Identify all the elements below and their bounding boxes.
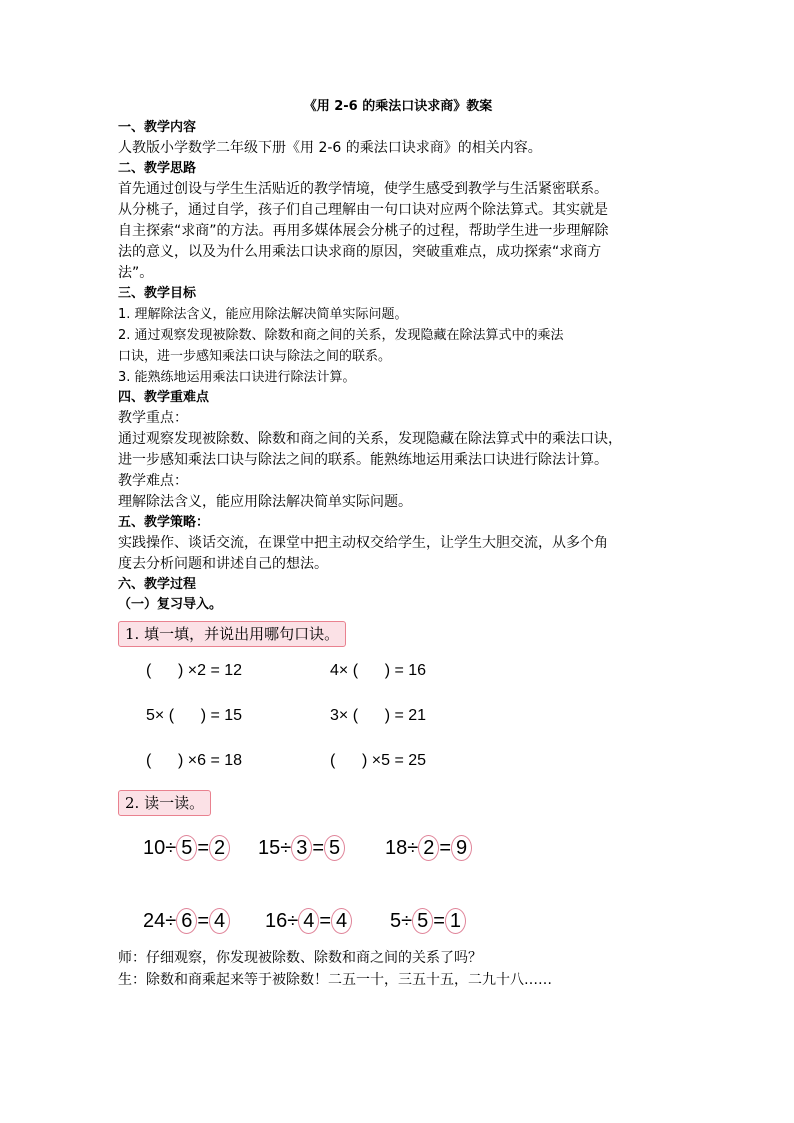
dividend: 15 [258,837,281,859]
equation: ( ) ×6 = 18 [146,752,243,769]
goal-line: 1. 理解除法含义，能应用除法解决简单实际问题。 [118,307,408,322]
dividend: 24 [143,910,166,932]
divide-sign: ÷ [287,910,299,932]
section-heading-strategy: 五、教学策略： [118,515,210,530]
key-points-line: 进一步感知乘法口诀与除法之间的联系。能熟练地运用乘法口诀进行除法计算。 [118,452,608,468]
dividend: 5 [390,910,402,932]
quotient: 1 [445,908,466,934]
difficulty-label: 教学难点： [118,473,188,489]
equation: 3× ( ) = 21 [330,707,427,724]
section-heading-goals: 三、教学目标 [118,286,197,301]
quotient: 5 [324,835,345,861]
division-equation [385,835,472,861]
difficulty-text: 理解除法含义，能应用除法解决简单实际问题。 [118,494,412,510]
equation: 4× ( ) = 16 [330,662,427,679]
divisor: 6 [176,908,197,934]
divisor: 5 [176,835,197,861]
equals-sign: = [439,837,452,859]
equals-sign: = [433,910,445,932]
dividend: 16 [265,910,288,932]
division-equation [265,908,352,934]
task1-box [118,621,346,647]
equals-sign: = [319,910,332,932]
division-equation [143,908,230,934]
approach-line: 法的意义，以及为什么用乘法口诀求商的原因，突破重难点，成功探索“求商方 [118,244,602,260]
section-heading-content: 一、教学内容 [118,120,197,135]
task2-box [118,790,211,816]
section-heading-process: 六、教学过程 [118,577,197,592]
equals-sign: = [312,837,325,859]
divide-sign: ÷ [165,910,177,932]
document-body [118,96,678,615]
division-equation [143,835,230,861]
key-points-label: 教学重点： [118,410,188,426]
approach-line: 法”。 [118,265,154,281]
quotient: 2 [209,835,230,861]
dividend: 18 [385,837,408,859]
strategy-line: 度去分析问题和讲述自己的想法。 [118,556,328,572]
equals-sign: = [197,837,210,859]
content-text: 人教版小学数学二年级下册《用 2-6 的乘法口诀求商》的相关内容。 [118,140,542,156]
teacher-question: 师：仔细观察，你发现被除数、除数和商之间的关系了吗？ [118,950,482,966]
page-title: 《用 2-6 的乘法口诀求商》教案 [303,99,493,114]
quotient: 4 [331,908,352,934]
divisor: 5 [412,908,433,934]
divisor: 2 [418,835,439,861]
goal-line: 口诀，进一步感知乘法口诀与除法之间的联系。 [118,349,392,364]
divide-sign: ÷ [165,837,177,859]
strategy-line: 实践操作、谈话交流，在课堂中把主动权交给学生，让学生大胆交流，从多个角 [118,535,608,551]
approach-line: 自主探索“求商”的方法。再用多媒体展会分桃子的过程，帮助学生进一步理解除 [118,223,609,239]
student-answer: 生：除数和商乘起来等于被除数！二五一十，三五十五，二九十八…… [118,972,552,988]
task1-label: 1. 填一填，并说出用哪句口诀。 [118,621,346,647]
quotient: 9 [451,835,472,861]
task2-label: 2. 读一读。 [118,790,211,816]
division-equation [390,908,466,934]
divisor: 3 [291,835,312,861]
approach-line: 从分桃子，通过自学，孩子们自己理解由一句口诀对应两个除法算式。其实就是 [118,202,608,218]
subsection-review: （一）复习导入。 [118,597,223,612]
approach-line: 首先通过创设与学生生活贴近的教学情境，使学生感受到教学与生活紧密联系。 [118,181,608,197]
equation: ( ) ×2 = 12 [146,662,243,679]
section-heading-approach: 二、教学思路 [118,161,197,176]
goal-line: 2. 通过观察发现被除数、除数和商之间的关系，发现隐藏在除法算式中的乘法 [118,328,564,343]
divide-sign: ÷ [407,837,419,859]
equals-sign: = [197,910,210,932]
equation: ( ) ×5 = 25 [330,752,427,769]
goal-line: 3. 能熟练地运用乘法口诀进行除法计算。 [118,370,356,385]
equation: 5× ( ) = 15 [146,707,243,724]
divide-sign: ÷ [280,837,292,859]
section-heading-key-points: 四、教学重难点 [118,390,210,405]
divisor: 4 [298,908,319,934]
key-points-line: 通过观察发现被除数、除数和商之间的关系，发现隐藏在除法算式中的乘法口诀， [118,431,622,447]
dividend: 10 [143,837,166,859]
quotient: 4 [209,908,230,934]
divide-sign: ÷ [401,910,413,932]
division-equation [258,835,345,861]
